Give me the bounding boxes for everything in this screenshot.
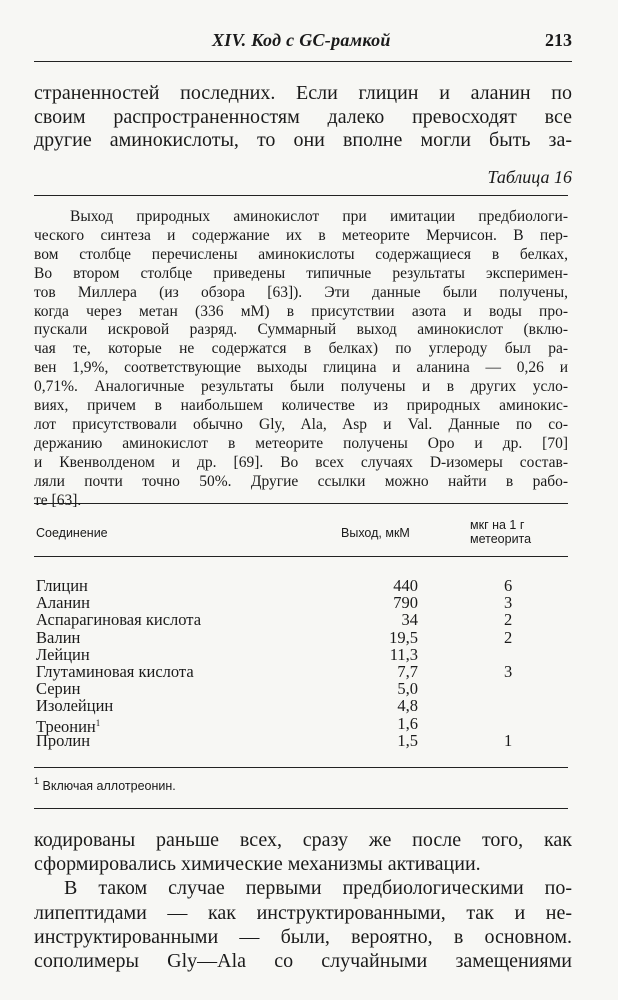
compound-name-text: Аспарагиновая кислота — [36, 610, 202, 630]
table-row — [36, 646, 556, 663]
caption-line: когда через метан (336 мМ) в присутствии азота и воды про- — [34, 302, 568, 320]
table-row — [36, 611, 556, 628]
table-label: Таблица 16 — [487, 167, 572, 187]
compound-name-text: Треонин — [36, 716, 96, 736]
yield-value: 34 — [401, 610, 418, 630]
yield-value: 19,5 — [389, 627, 418, 647]
meteorite-value: 3 — [504, 593, 513, 613]
compound-name-text: Изолейцин — [36, 696, 114, 716]
text-line: сформировались химические механизмы активации. — [34, 853, 481, 876]
text-line: липептидами — как инструктированными, так и не- — [34, 901, 572, 924]
text-line: кодированы раньше всех, сразу же после того, как — [34, 829, 572, 851]
caption-line: те [63]. — [34, 491, 82, 509]
meteorite-value: 6 — [504, 576, 513, 595]
meteorite-value: 3 — [504, 661, 513, 681]
compound-name — [36, 663, 194, 680]
table-caption — [34, 208, 568, 511]
compound-name — [36, 646, 90, 663]
table-row — [36, 594, 556, 611]
caption-line: вом столбце перечислены аминокислоты содержащиеся в белках, — [34, 245, 568, 263]
footnote-mark: 1 — [34, 776, 40, 786]
table-bottom-rule — [34, 767, 568, 768]
bottom-paragraph — [34, 828, 572, 973]
compound-name — [36, 629, 80, 646]
column-header-meteorite — [470, 518, 531, 546]
caption-line: вен 1,9%, соответствующие выходы глицина и аланина — 0,26 и — [34, 359, 568, 377]
compound-name-text: Серин — [36, 679, 81, 699]
column-header-compound: Соединение — [36, 526, 108, 540]
table-row — [36, 680, 556, 697]
compound-name — [36, 594, 90, 611]
caption-line: 0,71%. Аналогичные результаты были получены и в других усло- — [34, 378, 568, 396]
caption-line: ляли почти точно 50%. Другие ссылки можно найти в рабо- — [34, 472, 568, 490]
table-row — [36, 577, 556, 594]
caption-line: тов Миллера (из обзора [63]). Эти данные были получены, — [34, 283, 568, 301]
caption-line: Выход природных аминокислот при имитации предбиологи- — [70, 208, 568, 225]
text-line: другие аминокислоты, то они вполне могли быть за- — [34, 129, 572, 151]
yield-value: 440 — [393, 576, 418, 595]
meteorite-value: 1 — [504, 730, 513, 750]
caption-line: держанию аминокислот в метеорите получены Оро и др. [70] — [34, 434, 568, 452]
column-header-meteorite-line2: метеорита — [470, 532, 532, 546]
caption-line: пускали искровой разряд. Суммарный выход аминокислот (вклю- — [34, 321, 568, 339]
meteorite-value: 2 — [504, 610, 513, 630]
compound-name — [36, 697, 113, 714]
yield-value: 7,7 — [397, 661, 418, 681]
caption-rule — [34, 503, 568, 504]
text-line: своим распространенностям далеко превосходят все — [34, 105, 572, 128]
yield-value: 790 — [393, 593, 418, 613]
yield-value: 1,5 — [397, 730, 418, 750]
compound-name-text: Аланин — [36, 593, 90, 613]
yield-value: 5,0 — [397, 679, 418, 699]
caption-line: и Квенволденом и др. [69]. Во всех случаях D-изомеры состав- — [34, 453, 568, 471]
text-line: страненностей последних. Если глицин и аланин по — [34, 82, 572, 104]
compound-name-text: Валин — [36, 627, 81, 647]
text-line: инструктированными — были, вероятно, в основном. — [34, 925, 572, 948]
yield-value: 11,3 — [389, 644, 418, 664]
footnote-ref: 1 — [95, 717, 101, 728]
caption-line: виях, причем в наибольшем количестве из природных аминокис- — [34, 397, 568, 415]
top-paragraph — [34, 82, 572, 153]
page-header — [34, 28, 572, 62]
table-row — [36, 663, 556, 680]
table-row — [36, 629, 556, 646]
text-line: сополимеры Gly—Ala со случайными замещениями — [34, 950, 572, 973]
compound-name — [36, 732, 90, 749]
compound-name — [36, 577, 88, 594]
table-top-rule — [34, 195, 568, 196]
compound-name — [36, 680, 80, 697]
table-body — [36, 577, 556, 749]
caption-line: Во втором столбце приведены типичные результаты эксперимен- — [34, 264, 568, 282]
compound-name-text: Пролин — [36, 730, 91, 750]
column-header-meteorite-line1: мкг на 1 г — [470, 518, 525, 532]
compound-name-text: Лейцин — [36, 644, 90, 664]
column-header-yield: Выход, мкМ — [341, 526, 410, 540]
running-title: XIV. Код с GC-рамкой — [212, 30, 391, 50]
compound-name-text: Глутаминовая кислота — [36, 661, 194, 681]
text-line: В таком случае первыми предбиологическими по- — [64, 877, 572, 900]
table-end-rule — [34, 808, 568, 809]
page-number: 213 — [545, 30, 572, 50]
footnote — [34, 776, 176, 793]
table-row — [36, 732, 556, 749]
caption-line: лот присутствовали обычно Gly, Ala, Asp и Val. Данные по со- — [34, 415, 568, 433]
header-bottom-rule — [34, 556, 568, 557]
header-rule — [34, 61, 572, 62]
compound-name — [36, 611, 201, 628]
yield-value: 4,8 — [397, 696, 418, 716]
yield-value: 1,6 — [397, 713, 418, 733]
footnote-text: Включая аллотреонин. — [42, 779, 176, 793]
compound-name-text: Глицин — [36, 576, 88, 595]
table-row — [36, 697, 556, 714]
caption-line: чая те, которые не содержатся в белках) по углероду был ра- — [34, 340, 568, 358]
table-row — [36, 713, 556, 736]
caption-line: ческого синтеза и содержание их в метеорите Мерчисон. В пер- — [34, 226, 568, 244]
meteorite-value: 2 — [504, 627, 513, 647]
